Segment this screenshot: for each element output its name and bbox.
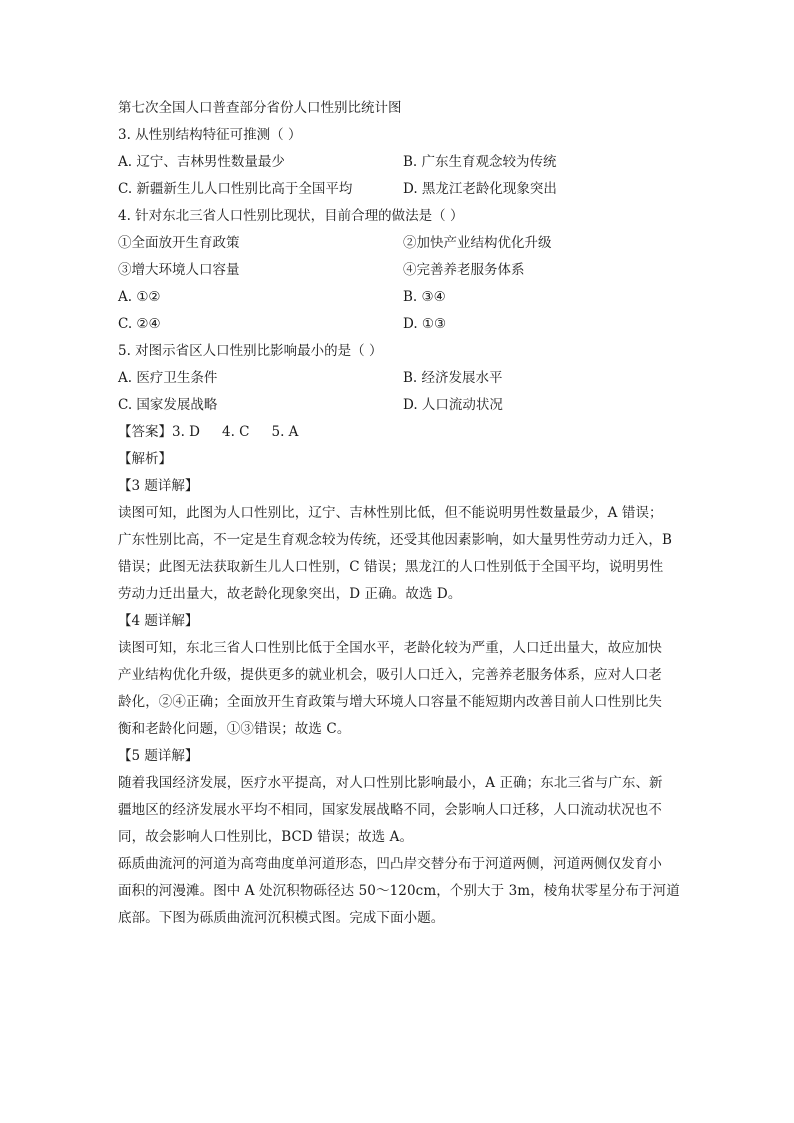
question-5-option-d: D. 人口流动状况 bbox=[403, 397, 503, 413]
question-5-options-row-2 bbox=[118, 392, 683, 419]
question-4-item-1: ①全面放开生育政策 bbox=[118, 235, 240, 251]
question-4-options-row-1 bbox=[118, 284, 683, 311]
question-3-options-row-1 bbox=[118, 149, 683, 176]
page-content bbox=[118, 95, 683, 932]
question-5-stem: 5. 对图示省区人口性别比影响最小的是（ ） bbox=[118, 343, 383, 359]
intro-line: 砾质曲流河的河道为高弯曲度单河道形态，凹凸岸交替分布于河道两侧，河道两侧仅发育小 bbox=[118, 856, 662, 872]
detail-4-line: 龄化，②④正确；全面放开生育政策与增大环境人口容量不能短期内改善目前人口性别比失 bbox=[118, 694, 662, 710]
detail-4-line: 衡和老龄化问题，①③错误；故选 C。 bbox=[118, 721, 351, 737]
question-4-items-row-2 bbox=[118, 257, 683, 284]
question-3-options-row-2 bbox=[118, 176, 683, 203]
detail-3-line: 广东性别比高，不一定是生育观念较为传统，还受其他因素影响，如大量男性劳动力迁入，B bbox=[118, 532, 673, 548]
question-4-item-3: ③增大环境人口容量 bbox=[118, 262, 240, 278]
detail-3-line: 错误；此图无法获取新生儿人口性别，C 错误；黑龙江的人口性别低于全国平均，说明男性 bbox=[118, 559, 664, 575]
question-3-option-d: D. 黑龙江老龄化现象突出 bbox=[403, 181, 557, 197]
detail-3-heading: 【3 题详解】 bbox=[118, 478, 199, 494]
intro-line: 底部。下图为砾质曲流河沉积模式图。完成下面小题。 bbox=[118, 910, 445, 926]
question-4-item-2: ②加快产业结构优化升级 bbox=[403, 235, 552, 251]
question-5-options-row-1 bbox=[118, 365, 683, 392]
detail-4-line: 产业结构优化升级，提供更多的就业机会，吸引人口迁入，完善养老服务体系，应对人口老 bbox=[118, 667, 662, 683]
answer-3: 3. D bbox=[172, 424, 200, 440]
figure-caption: 第七次全国人口普查部分省份人口性别比统计图 bbox=[118, 100, 402, 116]
answer-5: 5. A bbox=[271, 424, 299, 440]
question-3-stem: 3. 从性别结构特征可推测（ ） bbox=[118, 127, 302, 143]
intro-line: 面积的河漫滩。图中 A 处沉积物砾径达 50～120cm，个别大于 3m，棱角状零星分布于河道 bbox=[118, 883, 680, 899]
detail-5-line: 随着我国经济发展，医疗水平提高，对人口性别比影响最小，A 正确；东北三省与广东、新 bbox=[118, 775, 663, 791]
answer-4: 4. C bbox=[222, 424, 250, 440]
question-3-option-b: B. 广东生育观念较为传统 bbox=[403, 154, 557, 170]
question-5-option-b: B. 经济发展水平 bbox=[403, 370, 503, 386]
question-4-items-row-1 bbox=[118, 230, 683, 257]
detail-4-heading: 【4 题详解】 bbox=[118, 613, 199, 629]
question-5-option-a: A. 医疗卫生条件 bbox=[118, 370, 218, 386]
detail-5-heading: 【5 题详解】 bbox=[118, 748, 199, 764]
question-3-option-c: C. 新疆新生儿人口性别比高于全国平均 bbox=[118, 181, 353, 197]
detail-3-text bbox=[118, 500, 683, 608]
question-4-option-b: B. ③④ bbox=[403, 289, 446, 305]
question-4-option-d: D. ①③ bbox=[403, 316, 447, 332]
analysis-label: 【解析】 bbox=[118, 451, 172, 467]
question-4-option-a: A. ①② bbox=[118, 289, 161, 305]
question-5-option-c: C. 国家发展战略 bbox=[118, 397, 218, 413]
next-question-intro bbox=[118, 851, 683, 932]
detail-3-line: 读图可知，此图为人口性别比，辽宁、吉林性别比低，但不能说明男性数量最少，A 错误； bbox=[118, 505, 663, 521]
answer-label: 【答案】 bbox=[118, 424, 172, 440]
detail-4-line: 读图可知，东北三省人口性别比低于全国水平，老龄化较为严重，人口迁出量大，故应加快 bbox=[118, 640, 662, 656]
detail-4-text bbox=[118, 635, 683, 743]
question-3-option-a: A. 辽宁、吉林男性数量最少 bbox=[118, 154, 285, 170]
question-4-options-row-2 bbox=[118, 311, 683, 338]
question-4-stem: 4. 针对东北三省人口性别比现状，目前合理的做法是（ ） bbox=[118, 208, 464, 224]
detail-3-line: 劳动力迁出量大，故老龄化现象突出，D 正确。故选 D。 bbox=[118, 586, 462, 602]
answer-line bbox=[118, 419, 683, 446]
question-4-item-4: ④完善养老服务体系 bbox=[403, 262, 525, 278]
detail-5-line: 同，故会影响人口性别比，BCD 错误；故选 A。 bbox=[118, 829, 414, 845]
question-4-option-c: C. ②④ bbox=[118, 316, 161, 332]
detail-5-line: 疆地区的经济发展水平均不相同，国家发展战略不同，会影响人口迁移，人口流动状况也不 bbox=[118, 802, 662, 818]
detail-5-text bbox=[118, 770, 683, 851]
